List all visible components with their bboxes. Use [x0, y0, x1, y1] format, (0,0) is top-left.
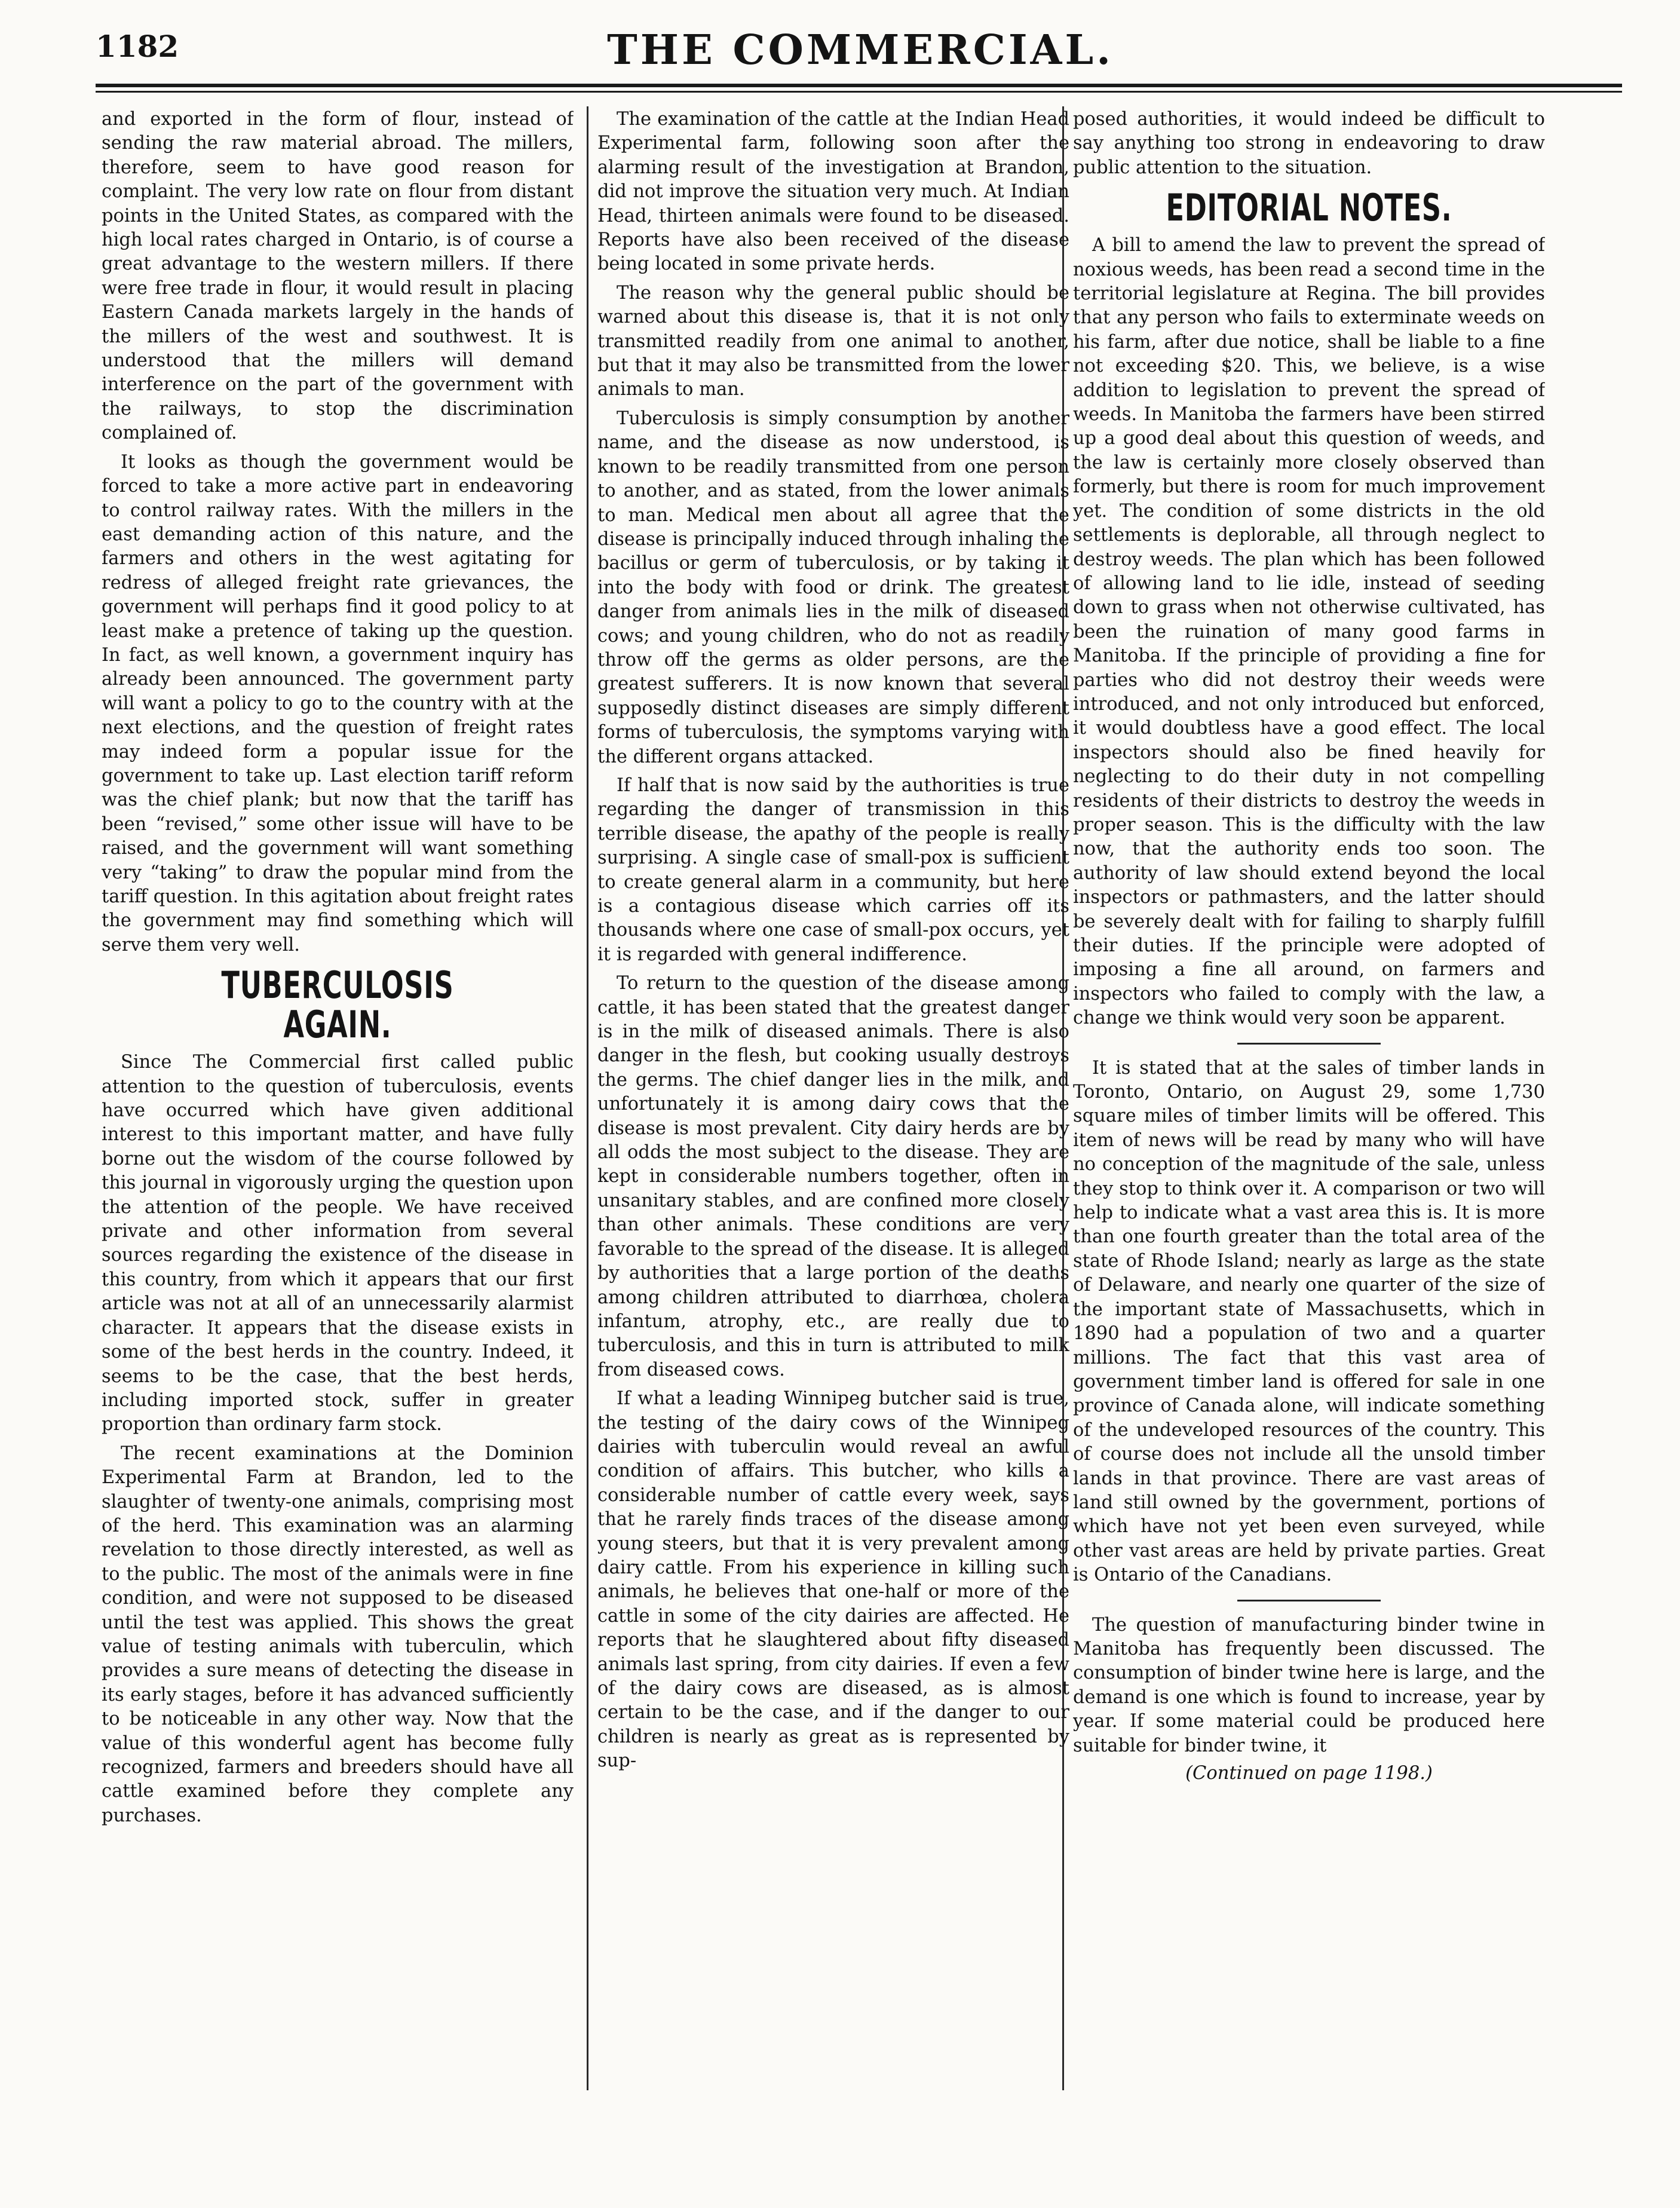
- masthead: [96, 24, 1625, 84]
- article-paragraph: The recent examinations at the Dominion Experimental Farm at Brandon, led to the slaughter of twenty-one animals, comprising most of the herd. This examination was an alarming revelation to those directly interested, as well as to the public. The most of the animals were in fine condition, and were not supposed to be diseased until the test was applied. This shows the great value of testing animals with tuberculin, which provides a sure means of detecting the disease in its early stages, before it has advanced sufficiently to be noticeable in any other way. Now that the value of this wonderful agent has become fully recognized, farmers and breeders should have all cattle examined before they complete any purchases.: [102, 1443, 574, 1826]
- column-2: [597, 108, 1069, 2097]
- column-3: [1073, 108, 1545, 2097]
- article-paragraph: To return to the question of the disease among cattle, it has been stated that the greatest danger is in the milk of diseased animals. There is also danger in the flesh, but cooking usually destroys the germs. The chief danger lies in the milk, and unfortunately it is among dairy cows that the disease is most prevalent. City dairy herds are by all odds the most subject to the disease. They are kept in considerable numbers together, often in unsanitary stables, and are confined more closely than other animals. These conditions are very favorable to the spread of the disease. It is alleged by authorities that a large portion of the deaths among children attributed to diarrhœa, cholera infantum, atrophy, etc., are really due to tuberculosis, and this in turn is attributed to milk from diseased cows.: [597, 973, 1069, 1380]
- page-number: 1182: [96, 29, 179, 64]
- article-paragraph: Since The Commercial first called public attention to the question of tuberculosis, events have occurred which have given additional interest to this important matter, and have fully borne out the wisdom of the course followed by this journal in vigorously urging the question upon the attention of the people. We have received private and other information from several sources regarding the existence of the disease in this country, from which it appears that our first article was not at all of an unnecessarily alarmist character. It appears that the disease exists in some of the best herds in the country. Indeed, it seems to be the case, that the best herds, including imported stock, suffer in greater proportion than ordinary farm stock.: [102, 1052, 574, 1435]
- section-heading-editorial-notes: EDITORIAL NOTES.: [1166, 186, 1452, 230]
- section-divider: [1237, 1043, 1381, 1045]
- column-divider: [587, 106, 588, 2090]
- section-heading-tuberculosis: TUBERCULOSIS AGAIN.: [221, 963, 454, 1047]
- article-paragraph: If half that is now said by the authorities is true regarding the danger of transmission in this terrible disease, the apathy of the people is really surprising. A single case of small-pox is sufficient to create general alarm in a community, but here is a contagious disease which carries off its thousands where one case of small-pox occurs, yet it is regarded with general indifference.: [597, 774, 1069, 965]
- article-paragraph: The reason why the general public should be warned about this disease is, that it is not only transmitted readily from one animal to another, but that it may also be transmitted from the lower animals to man.: [597, 282, 1069, 400]
- article-paragraph: It is stated that at the sales of timber lands in Toronto, Ontario, on August 29, some 1,730 square miles of timber limits will be offered. This item of news will be read by many who will have no conception of the magnitude of the sale, unless they stop to think over it. A comparison or two will help to indicate what a vast area this is. It is more than one fourth greater than the total area of the state of Rhode Island; nearly as large as the state of Delaware, and nearly one quarter of the size of the important state of Massachusetts, which in 1890 had a population of two and a quarter millions. The fact that this vast area of government timber land is offered for sale in one province of Canada alone, will indicate something of the undeveloped resources of the country. This of course does not include all the unsold timber lands in that province. There are vast areas of land still owned by the government, portions of which have not yet been even surveyed, while other vast areas are held by private parties. Great is Ontario of the Canadians.: [1073, 1057, 1545, 1586]
- article-paragraph: A bill to amend the law to prevent the spread of noxious weeds, has been read a second time in the territorial legislature at Regina. The bill provides that any person who fails to exterminate weeds on his farm, after due notice, shall be liable to a fine not exceeding $20. This, we believe, is a wise addition to legislation to prevent the spread of weeds. In Manitoba the farmers have been stirred up a good deal about this question of weeds, and the law is certainly more closely observed than formerly, but there is room for much improvement yet. The condition of some districts in the old settlements is deplorable, all through neglect to destroy weeds. The plan which has been followed of allowing land to lie idle, instead of seeding down to grass when not otherwise cultivated, has been the ruination of many good farms in Manitoba. If the principle of providing a fine for parties who did not destroy their weeds were introduced, and not only introduced but enforced, it would doubtless have a good effect. The local inspectors should also be fined heavily for neglecting to do their duty in not compelling residents of their districts to destroy the weeds in proper season. This is the difficulty with the law now, that the authority ends too soon. The authority of law should extend beyond the local inspectors or pathmasters, and the latter should be severely dealt with for failing to sharply fulfill their duties. If the principle were adopted of imposing a fine all around, on farmers and inspectors who failed to comply with the law, a change we think would very soon be apparent.: [1073, 235, 1545, 1029]
- article-paragraph: The question of manufacturing binder twine in Manitoba has frequently been discussed. The consumption of binder twine here is large, and the demand is one which is found to increase, year by year. If some material could be produced here suitable for binder twine, it: [1073, 1614, 1545, 1756]
- article-paragraph: It looks as though the government would be forced to take a more active part in endeavoring to control railway rates. With the millers in the east demanding action of this nature, and the farmers and others in the west agitating for redress of alleged freight rate grievances, the government will perhaps find it good policy to at least make a pretence of taking up the question. In fact, as well known, a government inquiry has already been announced. The government party will want a policy to go to the country with at the next elections, and the question of freight rates may indeed form a popular issue for the government to take up. Last election tariff reform was the chief plank; but now that the tariff has been “revised,” some other issue will have to be raised, and the government will want something very “taking” to draw the popular mind from the tariff question. In this agitation about freight rates the government may find something which will serve them very well.: [102, 451, 574, 956]
- newspaper-title: THE COMMERCIAL.: [607, 26, 1114, 74]
- article-paragraph: Tuberculosis is simply consumption by another name, and the disease as now understood, is known to be readily transmitted from one person to another, and as stated, from the lower animals to man. Medical men about all agree that the disease is principally induced through inhaling the bacillus or germ of tuberculosis, or by taking it into the body with food or drink. The greatest danger from animals lies in the milk of diseased cows; and young children, who do not as readily throw off the germs as older persons, are the greatest sufferers. It is now known that several supposedly distinct diseases are simply different forms of tuberculosis, the symptoms varying with the different organs attacked.: [597, 408, 1069, 767]
- masthead-rule-thin: [96, 91, 1622, 93]
- continued-notice: (Continued on page 1198.): [1185, 1763, 1433, 1784]
- article-paragraph: The examination of the cattle at the Indian Head Experimental farm, following soon after the alarming result of the investigation at Brandon, did not improve the situation very much. At Indian Head, thirteen animals were found to be diseased. Reports have also been received of the disease being located in some private herds.: [597, 109, 1069, 275]
- column-1: [102, 108, 574, 2097]
- article-paragraph: posed authorities, it would indeed be difficult to say anything too strong in endeavoring to draw public attention to the situation.: [1073, 109, 1545, 178]
- masthead-rule: [96, 84, 1622, 87]
- article-paragraph: If what a leading Winnipeg butcher said is true, the testing of the dairy cows of the Winnipeg dairies with tuberculin would reveal an awful condition of affairs. This butcher, who kills a considerable number of cattle every week, says that he rarely finds traces of the disease among young steers, but that it is very prevalent among dairy cattle. From his experience in killing such animals, he believes that one-half or more of the cattle in some of the city dairies are affected. He reports that he slaughtered about fifty diseased animals last spring, from city dairies. If even a few of the dairy cows are diseased, as is almost certain to be the case, and if the danger to our children is nearly as great as is represented by sup-: [597, 1388, 1069, 1772]
- section-divider: [1237, 1600, 1381, 1601]
- article-paragraph: and exported in the form of flour, instead of sending the raw material abroad. The millers, therefore, seem to have good reason for complaint. The very low rate on flour from distant points in the United States, as compared with the high local rates charged in Ontario, is of course a great advantage to the western millers. If there were free trade in flour, it would result in placing Eastern Canada markets largely in the hands of the millers of the west and southwest. It is understood that the millers will demand interference on the part of the government with the railways, to stop the discrimination complained of.: [102, 109, 574, 444]
